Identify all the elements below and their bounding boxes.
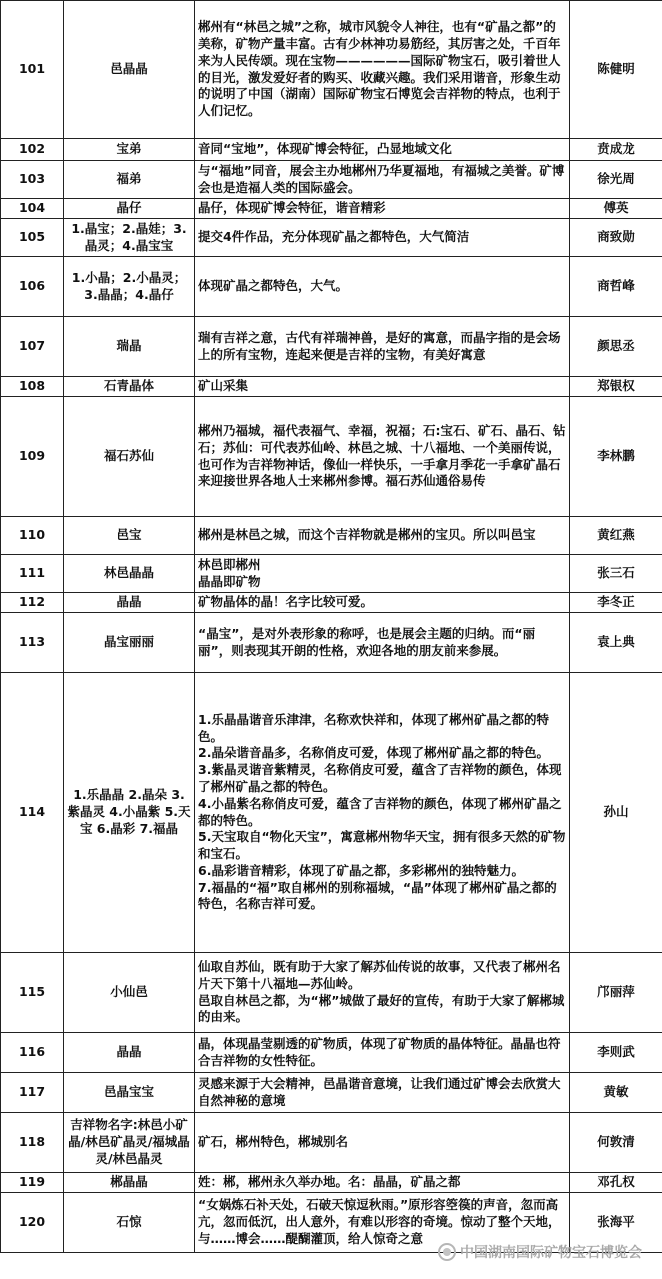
author-name: 李则武 <box>570 1033 662 1073</box>
mascot-name: 吉祥物名字:林邑小矿晶/林邑矿晶灵/福城晶灵/林邑晶灵 <box>64 1113 195 1173</box>
description-line: “女娲炼石补天处，石破天惊逗秋雨。”原形容箜篌的声音，忽而高亢，忽而低沉，出人意外，有难以形容的奇境。惊动了整个天地，与……博会……醍醐灌顶，给人惊奇之意 <box>198 1197 561 1246</box>
mascot-description <box>195 1173 570 1193</box>
description-line: 2.晶朵谐音晶多，名称俏皮可爱，体现了郴州矿晶之都的特色。 <box>198 745 549 761</box>
mascot-name: 福弟 <box>64 161 195 199</box>
entry-number: 116 <box>1 1033 64 1073</box>
mascot-name: 邑晶宝宝 <box>64 1073 195 1113</box>
description-line: 1.乐晶晶谐音乐津津，名称欢快祥和，体现了郴州矿晶之都的特色。 <box>198 711 549 744</box>
entry-number: 111 <box>1 555 64 593</box>
mascot-description <box>195 317 570 377</box>
mascot-description <box>195 1073 570 1113</box>
mascot-name: 1.小晶；2.小晶灵；3.晶晶；4.晶仔 <box>64 257 195 317</box>
entry-number: 113 <box>1 613 64 673</box>
author-name: 何敦清 <box>570 1113 662 1173</box>
author-name: 李林鹏 <box>570 397 662 517</box>
author-name: 贲成龙 <box>570 139 662 161</box>
table-row <box>1 555 662 593</box>
description-line: 郴州有“林邑之城”之称，城市风貌令人神往，也有“矿晶之都”的美称，矿物产量丰富。古有少林神功易筋经，其厉害之处，千百年来为人民传颂。现在宝物——————国际矿物宝石，吸引着世人的目光，激发爱好者的购买、收藏兴趣。我们采用谐音，形象生动的说明了中国（湖南）国际矿物宝石博览会吉祥物的特点，也利于人们记忆。 <box>198 19 561 119</box>
author-name: 孙山 <box>570 673 662 953</box>
mascot-name: 福石苏仙 <box>64 397 195 517</box>
mascot-name: 瑞晶 <box>64 317 195 377</box>
author-name: 郑银权 <box>570 377 662 397</box>
description-line: 音同“宝地”，体现矿博会特征，凸显地域文化 <box>198 141 452 157</box>
mascot-description <box>195 953 570 1033</box>
table-row <box>1 199 662 219</box>
description-line: 提交4件作品，充分体现矿晶之都特色，大气简洁 <box>198 229 470 245</box>
description-line: 3.紫晶灵谐音紫精灵，名称俏皮可爱，蕴含了吉祥物的颜色，体现了郴州矿晶之都的特色。 <box>198 762 562 794</box>
entry-number: 102 <box>1 139 64 161</box>
entry-number: 120 <box>1 1193 64 1253</box>
mascot-description <box>195 673 570 953</box>
description-line: 姓：郴，郴州永久举办地。名：晶晶，矿晶之都 <box>198 1174 461 1190</box>
table-row <box>1 517 662 555</box>
mascot-description <box>195 257 570 317</box>
mascot-name: 晶晶 <box>64 593 195 613</box>
table-row <box>1 317 662 377</box>
mascot-name: 林邑晶晶 <box>64 555 195 593</box>
description-line: 郴州是林邑之城，而这个吉祥物就是郴州的宝贝。所以叫邑宝 <box>198 527 536 543</box>
mascot-name: 晶晶 <box>64 1033 195 1073</box>
table-row <box>1 1033 662 1073</box>
description-line: 4.小晶紫名称俏皮可爱，蕴含了吉祥物的颜色，体现了郴州矿晶之都的特色。 <box>198 795 562 828</box>
entry-number: 117 <box>1 1073 64 1113</box>
description-line: 矿石，郴州特色，郴城别名 <box>198 1134 349 1150</box>
entry-number: 104 <box>1 199 64 219</box>
mascot-description <box>195 199 570 219</box>
mascot-description <box>195 555 570 593</box>
entry-number: 110 <box>1 517 64 555</box>
mascot-description <box>195 161 570 199</box>
author-name: 黄红燕 <box>570 517 662 555</box>
mascot-description <box>195 517 570 555</box>
table-row <box>1 219 662 257</box>
mascot-name: 邑宝 <box>64 517 195 555</box>
author-name: 商哲峰 <box>570 257 662 317</box>
description-line: 体现矿晶之都特色，大气。 <box>198 278 349 294</box>
author-name: 张海平 <box>570 1193 662 1253</box>
entry-number: 108 <box>1 377 64 397</box>
table-row <box>1 377 662 397</box>
description-line: 郴州乃福城，福代表福气、幸福，祝福；石:宝石、矿石、晶石、钻石；苏仙：可代表苏仙岭、林邑之城、十八福地、一个美丽传说，也可作为吉祥物神话，像仙一样快乐，一手拿月季花一手拿矿晶石来迎接世界各地人士来郴州参博。福石苏仙通俗易传 <box>198 422 566 489</box>
description-line: 矿山采集 <box>198 378 249 394</box>
author-name: 邝丽萍 <box>570 953 662 1033</box>
author-name: 商致勋 <box>570 219 662 257</box>
table-row <box>1 139 662 161</box>
mascot-name: 晶宝丽丽 <box>64 613 195 673</box>
mascot-name: 郴晶晶 <box>64 1173 195 1193</box>
mascot-description <box>195 377 570 397</box>
entry-number: 106 <box>1 257 64 317</box>
table-row <box>1 673 662 953</box>
entry-number: 114 <box>1 673 64 953</box>
entry-number: 105 <box>1 219 64 257</box>
entry-number: 101 <box>1 1 64 139</box>
author-name: 黄敏 <box>570 1073 662 1113</box>
entry-number: 118 <box>1 1113 64 1173</box>
author-name: 袁上典 <box>570 613 662 673</box>
author-name: 邓孔权 <box>570 1173 662 1193</box>
mascot-name: 1.乐晶晶 2.晶朵 3.紫晶灵 4.小晶紫 5.天宝 6.晶彩 7.福晶 <box>64 673 195 953</box>
author-name: 李冬正 <box>570 593 662 613</box>
table-row <box>1 161 662 199</box>
description-line: 灵感来源于大会精神，邑晶谐音意境，让我们通过矿博会去欣赏大自然神秘的意境 <box>198 1075 561 1108</box>
mascot-description <box>195 1033 570 1073</box>
table-row <box>1 1173 662 1193</box>
description-line: 仙取自苏仙，既有助于大家了解苏仙传说的故事，又代表了郴州名片天下第十八福地—苏仙岭。 <box>198 958 561 991</box>
mascot-description <box>195 593 570 613</box>
description-line: 矿物晶体的晶！名字比较可爱。 <box>198 594 374 610</box>
description-line: 林邑即郴州 <box>198 556 261 572</box>
table-row <box>1 1193 662 1253</box>
mascot-description <box>195 613 570 673</box>
entry-number: 107 <box>1 317 64 377</box>
mascot-description <box>195 1113 570 1173</box>
author-name: 张三石 <box>570 555 662 593</box>
entry-number: 115 <box>1 953 64 1033</box>
table-row <box>1 593 662 613</box>
author-name: 傅英 <box>570 199 662 219</box>
author-name: 颜思丞 <box>570 317 662 377</box>
table-row <box>1 613 662 673</box>
mascot-description <box>195 397 570 517</box>
table-row <box>1 1 662 139</box>
entries-body <box>1 1 662 1253</box>
author-name: 陈健明 <box>570 1 662 139</box>
mascot-description <box>195 1 570 139</box>
entry-number: 119 <box>1 1173 64 1193</box>
table-row <box>1 1073 662 1113</box>
table-row <box>1 1113 662 1173</box>
description-line: 晶晶即矿物 <box>198 573 261 589</box>
mascot-name: 宝弟 <box>64 139 195 161</box>
watermark-text: 中国湖南国际矿物宝石博览会 <box>460 1245 642 1261</box>
mascot-name: 石青晶体 <box>64 377 195 397</box>
mascot-name: 石惊 <box>64 1193 195 1253</box>
entry-number: 112 <box>1 593 64 613</box>
description-line: 瑞有吉祥之意，古代有祥瑞神兽，是好的寓意，而晶字指的是会场上的所有宝物，连起来便是吉祥的宝物，有美好寓意 <box>198 329 561 362</box>
description-line: 6.晶彩谐音精彩，体现了矿晶之都，多彩郴州的独特魅力。 <box>198 862 524 878</box>
description-line: 晶仔，体现矿博会特征，谐音精彩 <box>198 200 386 216</box>
description-line: 5.天宝取自“物化天宝”，寓意郴州物华天宝，拥有很多天然的矿物和宝石。 <box>198 829 566 862</box>
table-row <box>1 257 662 317</box>
mascot-name: 邑晶晶 <box>64 1 195 139</box>
mascot-name: 晶仔 <box>64 199 195 219</box>
mascot-description <box>195 219 570 257</box>
description-line: 7.福晶的“福”取自郴州的别称福城，“晶”体现了郴州矿晶之都的特色，名称吉祥可爱。 <box>198 879 557 912</box>
mascot-name: 小仙邑 <box>64 953 195 1033</box>
description-line: 与“福地”同音，展会主办地郴州乃华夏福地，有福城之美誉。矿博会也是造福人类的国际盛会。 <box>198 162 565 195</box>
description-line: 晶，体现晶莹剔透的矿物质，体现了矿物质的晶体特征。晶晶也符合吉祥物的女性特征。 <box>198 1035 561 1068</box>
table-row <box>1 397 662 517</box>
table-row <box>1 953 662 1033</box>
description-line: “晶宝”，是对外表形象的称呼，也是展会主题的归纳。而“丽丽”，则表现其开朗的性格，欢迎各地的朋友前来参展。 <box>198 625 536 658</box>
entry-number: 103 <box>1 161 64 199</box>
mascot-description <box>195 1193 570 1253</box>
author-name: 徐光周 <box>570 161 662 199</box>
description-line: 邑取自林邑之都，为“郴”城做了最好的宣传，有助于大家了解郴城的由来。 <box>198 992 565 1025</box>
entry-number: 109 <box>1 397 64 517</box>
mascot-name: 1.晶宝；2.晶娃；3.晶灵；4.晶宝宝 <box>64 219 195 257</box>
mascot-description <box>195 139 570 161</box>
